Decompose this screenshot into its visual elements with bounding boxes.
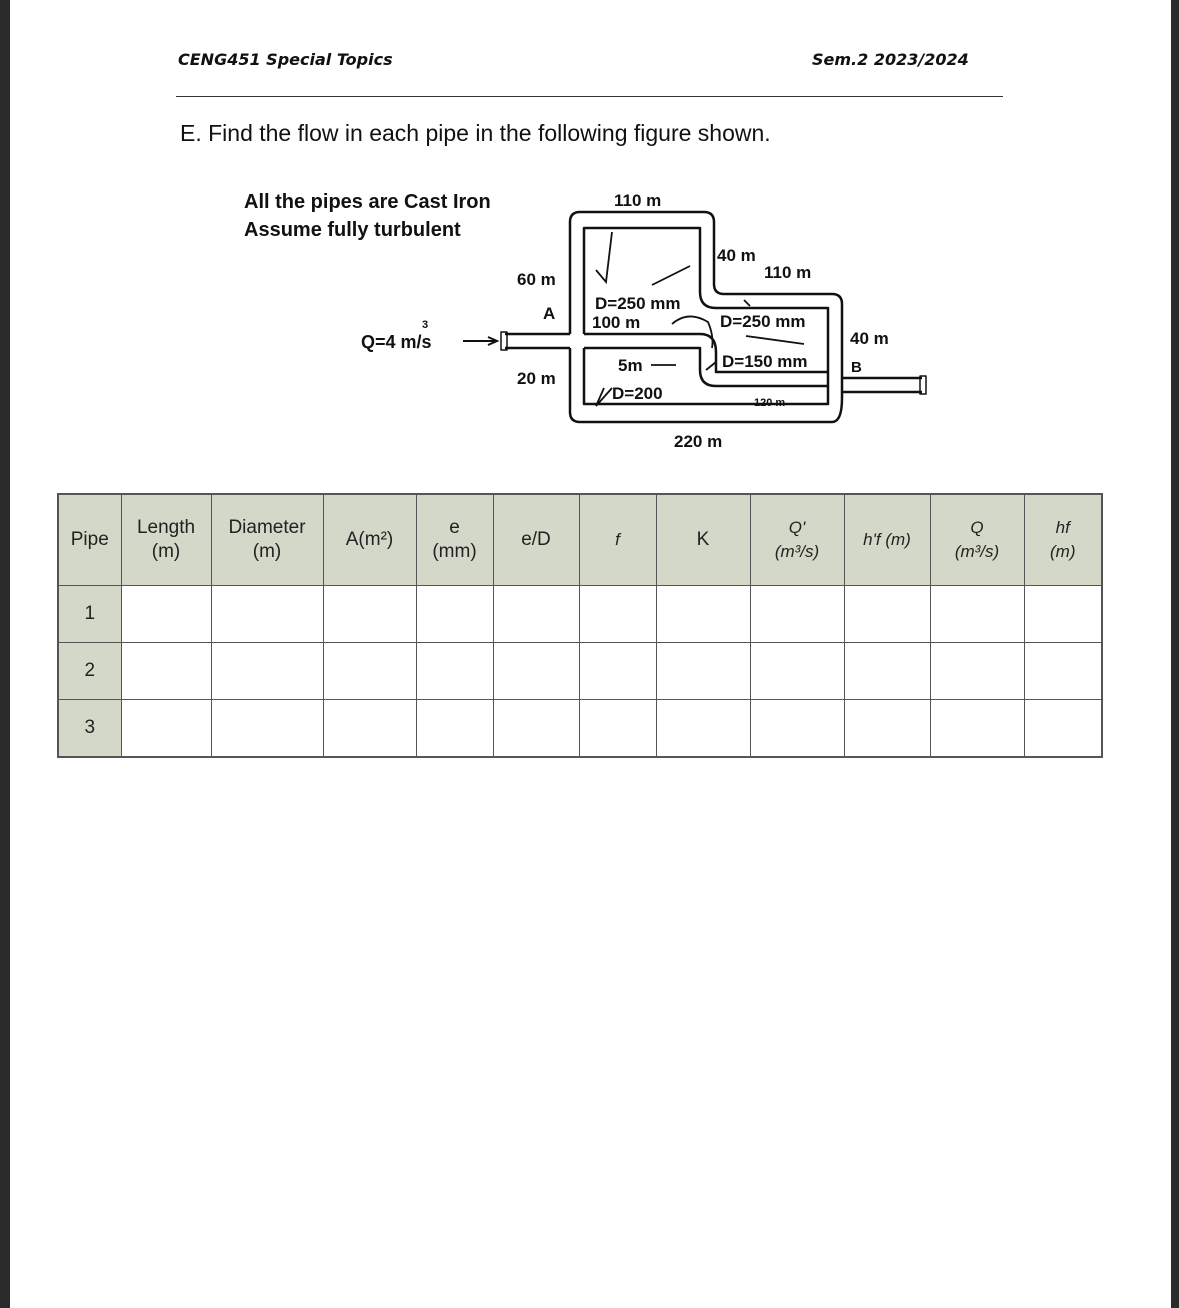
length-5-label: 5m: [618, 356, 643, 375]
answer-cell[interactable]: [1024, 586, 1102, 643]
answer-cell[interactable]: [844, 700, 930, 758]
pipe-number-cell: 1: [58, 586, 121, 643]
pipe-number-cell: 2: [58, 643, 121, 700]
diameter-250-left-label: D=250 mm: [595, 294, 681, 313]
length-20-label: 20 m: [517, 369, 556, 388]
table-row: [58, 643, 1102, 700]
answer-cell[interactable]: [930, 700, 1024, 758]
answer-cell[interactable]: [844, 643, 930, 700]
table-header-row: [58, 494, 1102, 586]
answer-cell[interactable]: [493, 586, 579, 643]
answer-cell[interactable]: [416, 700, 493, 758]
answer-cell[interactable]: [211, 643, 323, 700]
course-title: CENG451 Special Topics: [178, 50, 393, 69]
header-k: K: [656, 494, 750, 586]
answer-cell[interactable]: [121, 643, 211, 700]
answer-cell[interactable]: [323, 700, 416, 758]
header-divider: [176, 96, 1003, 97]
header-length: Length (m): [121, 494, 211, 586]
flow-exponent: 3: [422, 319, 429, 331]
header-relative-roughness: e/D: [493, 494, 579, 586]
answer-cell[interactable]: [323, 586, 416, 643]
answer-cell[interactable]: [416, 643, 493, 700]
table-row: [58, 586, 1102, 643]
answer-cell[interactable]: [416, 586, 493, 643]
diameter-250-right-label: D=250 mm: [720, 312, 806, 331]
header-pipe: Pipe: [58, 494, 121, 586]
answer-cell[interactable]: [493, 700, 579, 758]
header-area: A(m²): [323, 494, 416, 586]
answer-cell[interactable]: [656, 643, 750, 700]
header-hf-prime: h'f (m): [844, 494, 930, 586]
length-220-label: 220 m: [674, 432, 723, 451]
answer-cell[interactable]: [121, 586, 211, 643]
length-40-right-label: 40 m: [850, 329, 889, 348]
pipe-network-figure: [0, 180, 1179, 470]
length-60-label: 60 m: [517, 270, 556, 289]
question-text: E. Find the flow in each pipe in the following figure shown.: [180, 120, 771, 146]
answer-cell[interactable]: [844, 586, 930, 643]
header-diameter: Diameter (m): [211, 494, 323, 586]
answer-cell[interactable]: [750, 700, 844, 758]
answer-cell[interactable]: [579, 586, 656, 643]
answer-cell[interactable]: [579, 700, 656, 758]
pipe-number-cell: 3: [58, 700, 121, 758]
answer-cell[interactable]: [211, 700, 323, 758]
node-a-label: A: [543, 304, 556, 323]
node-b-label: B: [851, 359, 862, 376]
answer-cell[interactable]: [121, 700, 211, 758]
diameter-200-label: D=200: [612, 384, 663, 403]
answer-cell[interactable]: [930, 643, 1024, 700]
answer-cell[interactable]: [930, 586, 1024, 643]
note-line-2: Assume fully turbulent: [244, 219, 461, 241]
flow-arrow: [463, 337, 497, 345]
length-40-top-label: 40 m: [717, 246, 756, 265]
table-row: [58, 700, 1102, 758]
answer-cell[interactable]: [656, 586, 750, 643]
header-q-prime: Q' (m³/s): [750, 494, 844, 586]
inlet-pipe: [505, 334, 570, 348]
length-100-label: 100 m: [592, 313, 641, 332]
answer-cell[interactable]: [656, 700, 750, 758]
pipe-flow-table: [57, 493, 1103, 758]
diameter-150-label: D=150 mm: [722, 352, 808, 371]
answer-cell[interactable]: [493, 643, 579, 700]
answer-cell[interactable]: [1024, 700, 1102, 758]
header-roughness: e (mm): [416, 494, 493, 586]
note-line-1: All the pipes are Cast Iron: [244, 191, 491, 213]
answer-cell[interactable]: [211, 586, 323, 643]
answer-cell[interactable]: [750, 586, 844, 643]
length-120-label: 120 m: [754, 397, 786, 409]
answer-cell[interactable]: [1024, 643, 1102, 700]
answer-cell[interactable]: [750, 643, 844, 700]
header-hf: hf (m): [1024, 494, 1102, 586]
header-friction-factor: f: [579, 494, 656, 586]
semester-label: Sem.2 2023/2024: [812, 50, 969, 69]
header-q: Q (m³/s): [930, 494, 1024, 586]
flow-label: Q=4 m/s: [361, 332, 432, 352]
length-110-right-label: 110 m: [764, 263, 812, 282]
answer-cell[interactable]: [323, 643, 416, 700]
answer-cell[interactable]: [579, 643, 656, 700]
outlet-pipe: [842, 378, 922, 392]
length-top-label: 110 m: [614, 191, 662, 210]
